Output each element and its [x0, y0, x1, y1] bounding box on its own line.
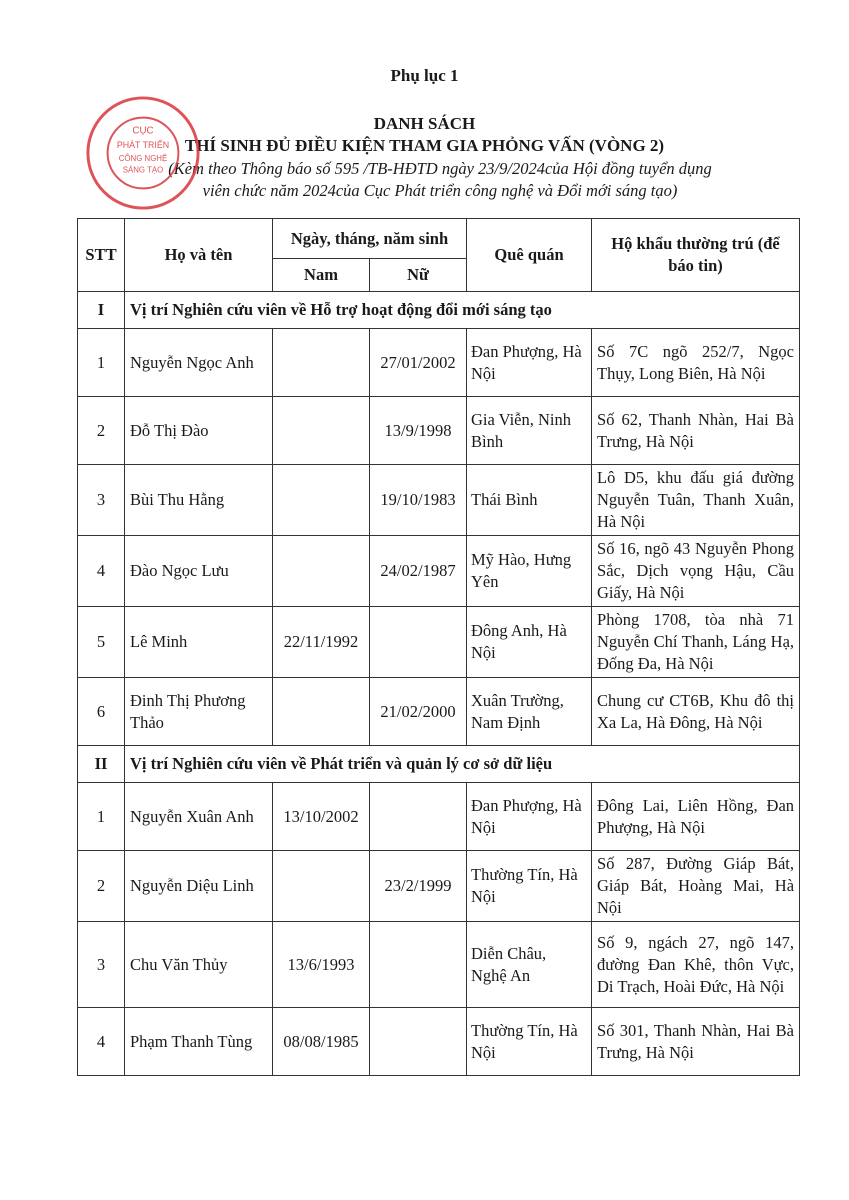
svg-text:PHÁT TRIỂN: PHÁT TRIỂN — [116, 140, 170, 151]
row-dob-female: 24/02/1987 — [370, 536, 467, 607]
table-row — [78, 536, 800, 607]
row-address: Chung cư CT6B, Khu đô thị Xa La, Hà Đông, Hà Nội — [592, 678, 800, 746]
row-stt: 4 — [78, 1008, 125, 1076]
table-row — [78, 851, 800, 922]
row-hometown: Diễn Châu, Nghệ An — [467, 922, 592, 1008]
row-hometown: Đan Phượng, Hà Nội — [467, 329, 592, 397]
row-hometown: Đan Phượng, Hà Nội — [467, 783, 592, 851]
section-title: Vị trí Nghiên cứu viên về Phát triển và quản lý cơ sở dữ liệu — [125, 746, 800, 783]
section-number: II — [78, 746, 125, 783]
row-name: Lê Minh — [125, 607, 273, 678]
row-stt: 2 — [78, 851, 125, 922]
row-address: Số 16, ngõ 43 Nguyễn Phong Sắc, Dịch vọng Hậu, Cầu Giấy, Hà Nội — [592, 536, 800, 607]
row-address: Số 301, Thanh Nhàn, Hai Bà Trưng, Hà Nội — [592, 1008, 800, 1076]
row-hometown: Gia Viễn, Ninh Bình — [467, 397, 592, 465]
row-stt: 6 — [78, 678, 125, 746]
section-title: Vị trí Nghiên cứu viên về Hỗ trợ hoạt động đổi mới sáng tạo — [125, 292, 800, 329]
row-dob-male — [273, 851, 370, 922]
candidate-table — [77, 218, 800, 1076]
row-stt: 3 — [78, 465, 125, 536]
header-female: Nữ — [370, 259, 467, 292]
row-address: Lô D5, khu đấu giá đường Nguyễn Tuân, Thanh Xuân, Hà Nội — [592, 465, 800, 536]
row-hometown: Đông Anh, Hà Nội — [467, 607, 592, 678]
document-basis — [100, 158, 780, 202]
row-dob-male — [273, 329, 370, 397]
row-dob-male: 08/08/1985 — [273, 1008, 370, 1076]
row-dob-female: 13/9/1998 — [370, 397, 467, 465]
table-row — [78, 329, 800, 397]
row-dob-female: 27/01/2002 — [370, 329, 467, 397]
row-name: Đỗ Thị Đào — [125, 397, 273, 465]
row-stt: 3 — [78, 922, 125, 1008]
row-address: Số 9, ngách 27, ngõ 147, đường Đan Khê, thôn Vực, Di Trạch, Hoài Đức, Hà Nội — [592, 922, 800, 1008]
row-name: Phạm Thanh Tùng — [125, 1008, 273, 1076]
svg-text:SÁNG TẠO: SÁNG TẠO — [122, 165, 164, 175]
row-address: Đông Lai, Liên Hồng, Đan Phượng, Hà Nội — [592, 783, 800, 851]
row-dob-female: 19/10/1983 — [370, 465, 467, 536]
row-dob-male: 22/11/1992 — [273, 607, 370, 678]
section-number: I — [78, 292, 125, 329]
row-stt: 4 — [78, 536, 125, 607]
row-address: Số 62, Thanh Nhàn, Hai Bà Trưng, Hà Nội — [592, 397, 800, 465]
row-stt: 1 — [78, 783, 125, 851]
row-hometown: Thường Tín, Hà Nội — [467, 851, 592, 922]
row-address: Số 287, Đường Giáp Bát, Giáp Bát, Hoàng Mai, Hà Nội — [592, 851, 800, 922]
row-dob-female — [370, 607, 467, 678]
row-hometown: Thường Tín, Hà Nội — [467, 1008, 592, 1076]
appendix-label: Phụ lục 1 — [390, 66, 459, 85]
row-stt: 5 — [78, 607, 125, 678]
header-stt: STT — [78, 219, 125, 292]
row-hometown: Mỹ Hào, Hưng Yên — [467, 536, 592, 607]
official-seal — [84, 94, 202, 212]
document-subtitle: THÍ SINH ĐỦ ĐIỀU KIỆN THAM GIA PHỎNG VẤN (VÒNG 2) — [184, 136, 665, 155]
row-dob-male — [273, 397, 370, 465]
row-name: Chu Văn Thủy — [125, 922, 273, 1008]
row-name: Bùi Thu Hằng — [125, 465, 273, 536]
row-dob-male — [273, 678, 370, 746]
row-name: Nguyễn Ngọc Anh — [125, 329, 273, 397]
header-male: Nam — [273, 259, 370, 292]
table-row — [78, 922, 800, 1008]
row-name: Đào Ngọc Lưu — [125, 536, 273, 607]
svg-text:CỤC: CỤC — [132, 125, 154, 137]
table-row — [78, 607, 800, 678]
row-dob-male — [273, 536, 370, 607]
table-row — [78, 1008, 800, 1076]
table-body — [78, 292, 800, 1076]
row-name: Đinh Thị Phương Thảo — [125, 678, 273, 746]
row-dob-female — [370, 783, 467, 851]
header-name: Họ và tên — [125, 219, 273, 292]
row-address: Phòng 1708, tòa nhà 71 Nguyễn Chí Thanh, Láng Hạ, Đống Đa, Hà Nội — [592, 607, 800, 678]
row-hometown: Thái Bình — [467, 465, 592, 536]
table-row — [78, 465, 800, 536]
row-dob-male: 13/10/2002 — [273, 783, 370, 851]
row-address: Số 7C ngõ 252/7, Ngọc Thụy, Long Biên, Hà Nội — [592, 329, 800, 397]
row-stt: 1 — [78, 329, 125, 397]
row-dob-male — [273, 465, 370, 536]
header-hometown: Quê quán — [467, 219, 592, 292]
row-dob-female: 21/02/2000 — [370, 678, 467, 746]
document-title: DANH SÁCH — [373, 114, 476, 133]
section-row — [78, 292, 800, 329]
row-dob-female — [370, 922, 467, 1008]
row-dob-female — [370, 1008, 467, 1076]
table-row — [78, 678, 800, 746]
header-dob: Ngày, tháng, năm sinh — [273, 219, 467, 259]
section-row — [78, 746, 800, 783]
row-name: Nguyễn Diệu Linh — [125, 851, 273, 922]
row-stt: 2 — [78, 397, 125, 465]
header-address: Hộ khẩu thường trú (để báo tin) — [592, 219, 800, 292]
table-row — [78, 397, 800, 465]
row-dob-female: 23/2/1999 — [370, 851, 467, 922]
basis-line-2: viên chức năm 2024của Cục Phát triển công nghệ và Đổi mới sáng tạo) — [202, 181, 678, 200]
row-hometown: Xuân Trường, Nam Định — [467, 678, 592, 746]
row-dob-male: 13/6/1993 — [273, 922, 370, 1008]
row-name: Nguyễn Xuân Anh — [125, 783, 273, 851]
svg-text:CÔNG NGHỆ: CÔNG NGHỆ — [118, 153, 168, 163]
basis-line-1: (Kèm theo Thông báo số 595 /TB-HĐTD ngày 23/9/2024của Hội đồng tuyển dụng — [168, 159, 712, 178]
table-row — [78, 783, 800, 851]
